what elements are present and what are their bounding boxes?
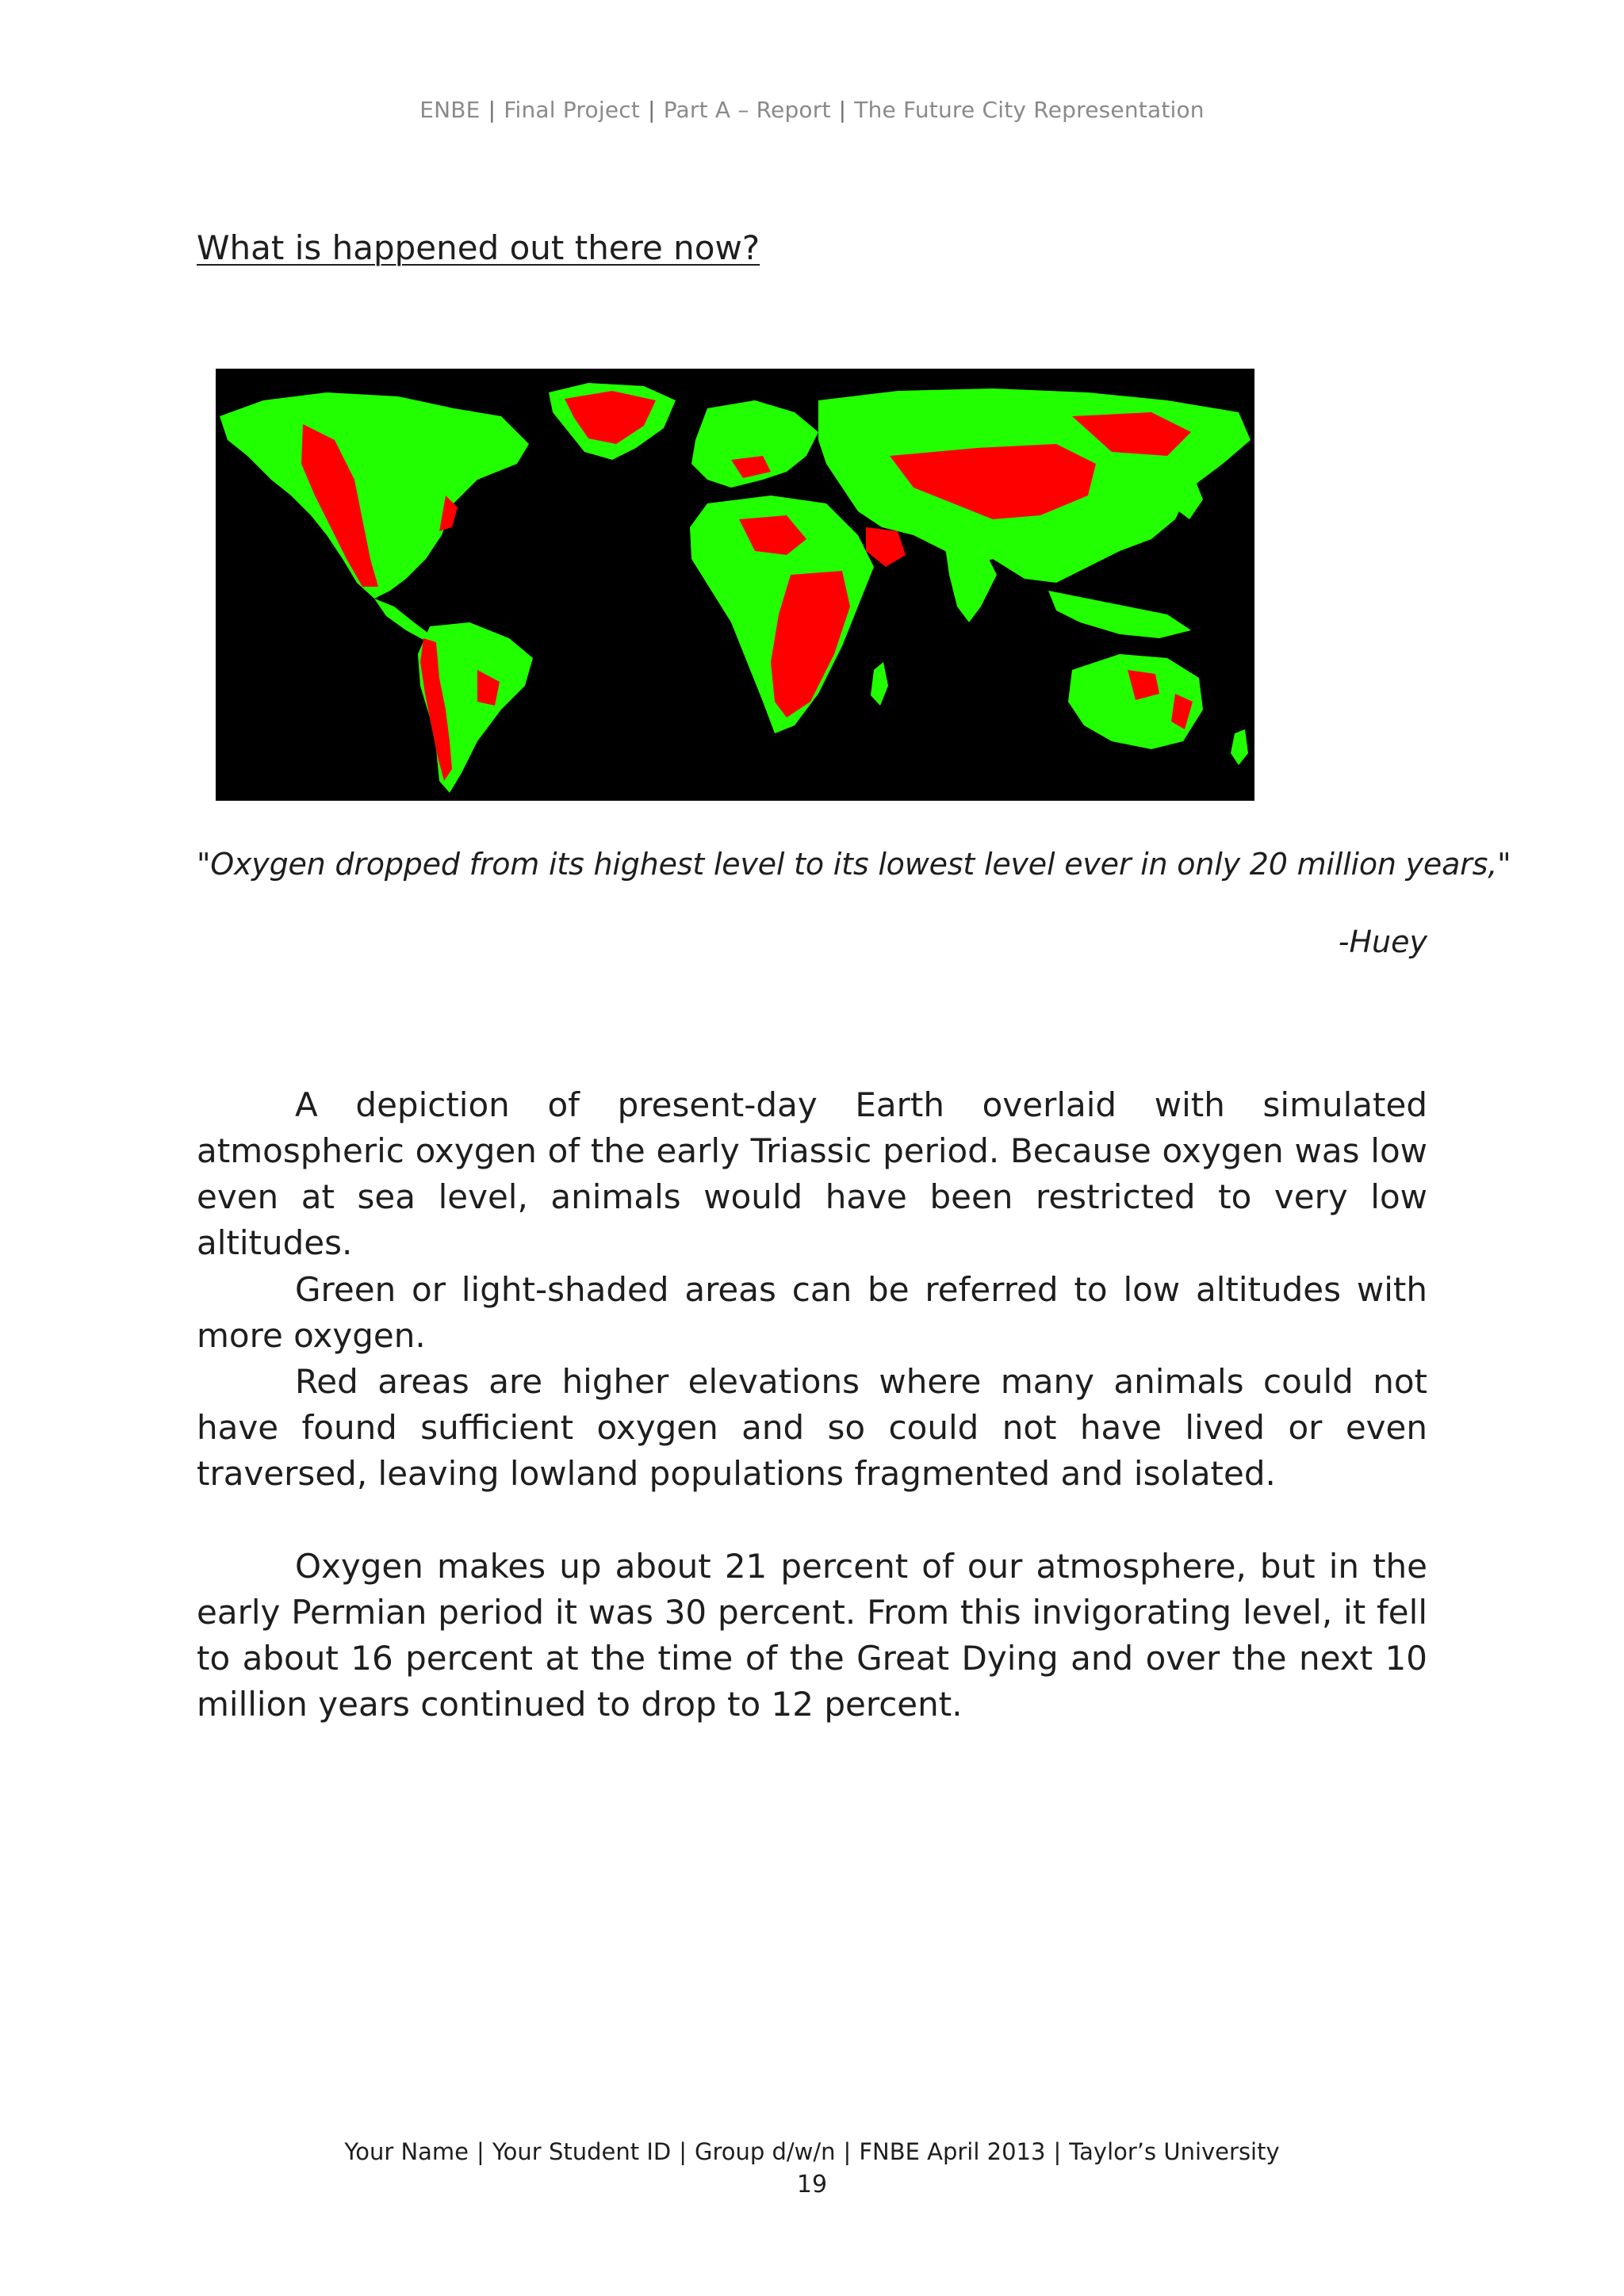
running-footer <box>0 2138 1624 2165</box>
header-separator: | <box>488 97 496 123</box>
footer-separator: | <box>477 2138 485 2165</box>
header-segment-course: ENBE <box>419 97 481 123</box>
footer-separator: | <box>1053 2138 1062 2165</box>
quote-attribution: -Huey <box>1338 924 1427 959</box>
footer-segment-university: Taylor’s University <box>1069 2138 1280 2165</box>
world-oxygen-map <box>216 369 1254 801</box>
header-segment-part: Part A – Report <box>663 97 831 123</box>
page-number: 19 <box>796 2171 828 2198</box>
paragraph-green-areas: Green or light-shaded areas can be referred to low altitudes with more oxygen. <box>197 1270 1427 1355</box>
quote-text: "Oxygen dropped from its highest level to its lowest level ever in only 20 million years," <box>197 847 1511 882</box>
section-heading: What is happened out there now? <box>197 228 760 267</box>
world-map-graphic <box>216 369 1254 801</box>
header-segment-title: The Future City Representation <box>854 97 1205 123</box>
paragraph-red-areas: Red areas are higher elevations where many animals could not have found sufficient oxygen and so could not have lived or even traversed, leaving lowland populations fragmented and isolated. <box>197 1362 1427 1493</box>
header-segment-project: Final Project <box>504 97 641 123</box>
footer-segment-name: Your Name <box>344 2138 469 2165</box>
paragraph-oxygen-levels: Oxygen makes up about 21 percent of our atmosphere, but in the early Permian period it was 30 percent. From this invigorating level, it fell to about 16 percent at the time of the Great Dying and over the next 10 million years continued to drop to 12 percent. <box>197 1547 1427 1724</box>
running-header <box>0 97 1624 123</box>
paragraph-depiction: A depiction of present-day Earth overlaid with simulated atmospheric oxygen of the early Triassic period. Because oxygen was low even at sea level, animals would have been restricted to very low altitudes. <box>197 1085 1427 1262</box>
footer-segment-intake: FNBE April 2013 <box>859 2138 1046 2165</box>
footer-segment-group: Group d/w/n <box>694 2138 836 2165</box>
footer-separator: | <box>679 2138 687 2165</box>
footer-segment-student-id: Your Student ID <box>492 2138 672 2165</box>
header-separator: | <box>648 97 656 123</box>
header-separator: | <box>838 97 847 123</box>
footer-separator: | <box>843 2138 852 2165</box>
